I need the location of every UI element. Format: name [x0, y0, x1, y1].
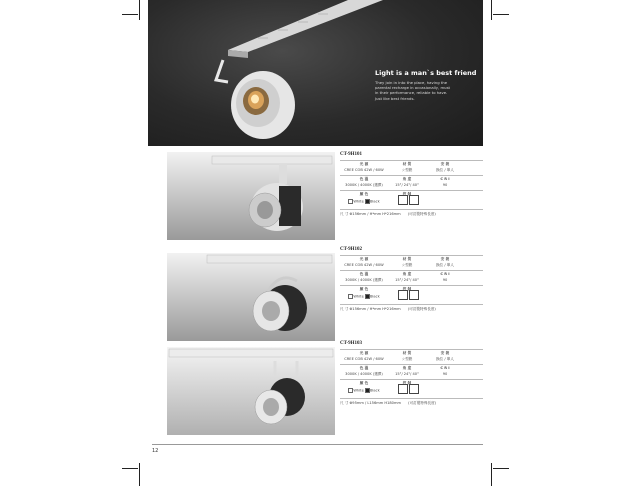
- size-line: [340, 307, 483, 312]
- value-install: 換位 / 單人: [436, 357, 454, 361]
- size-text: 尺 寸 Φ95mm / L156mm H180mm: [340, 401, 401, 405]
- hero-body: [375, 80, 467, 101]
- size-line: [340, 401, 483, 406]
- crop-mark: [139, 0, 140, 20]
- spec-value-row: [340, 372, 483, 378]
- header-cri: C R I: [440, 366, 450, 370]
- size-note: (可訂製特殊長度): [407, 307, 436, 311]
- crop-mark: [139, 463, 140, 486]
- header-angle: 角 度: [402, 272, 412, 276]
- size-line: [340, 212, 483, 217]
- size-note: (可訂製特殊長度): [407, 212, 436, 216]
- product-photo: [167, 347, 335, 435]
- hero-body-line: parental recharge in occasionally, must: [375, 85, 451, 91]
- header-install: 安 裝: [440, 257, 450, 261]
- value-source: CREE COB 42W / 60W: [344, 357, 384, 361]
- dimmer-icon: [398, 290, 408, 300]
- size-text: 尺 寸 Φ156mm / H*mm H*216mm: [340, 212, 401, 216]
- white-label: White: [353, 388, 364, 393]
- value-cri: 90: [442, 372, 448, 376]
- header-source: 光 源: [359, 257, 369, 261]
- divider: [340, 209, 483, 210]
- product-photo: [167, 253, 335, 341]
- value-install: 換位 / 單人: [436, 263, 454, 267]
- header-color: 顏 色: [359, 381, 369, 385]
- value-angle: 15°/ 24°/ 40°: [395, 183, 419, 187]
- value-angle: 15°/ 24°/ 40°: [395, 372, 419, 376]
- color-options: [340, 388, 388, 393]
- header-control: 控 制: [402, 287, 412, 291]
- black-label: Black: [369, 199, 380, 204]
- hero-body-line: They join in into the place, having the: [375, 80, 448, 85]
- divider: [340, 285, 483, 286]
- header-material: 材 質: [402, 162, 412, 166]
- value-install: 換位 / 單人: [436, 168, 454, 172]
- value-cri: 90: [442, 183, 448, 187]
- footer-divider: [152, 444, 483, 445]
- header-color: 顏 色: [359, 192, 369, 196]
- header-cct: 色 溫: [359, 177, 369, 181]
- spec-value-row: [340, 263, 483, 269]
- header-control: 控 制: [402, 381, 412, 385]
- divider: [340, 160, 483, 161]
- divider: [340, 304, 483, 305]
- value-material: ㄓ型鋁: [401, 357, 413, 361]
- spec-value-row: [340, 278, 483, 284]
- spec-value-row: [340, 168, 483, 174]
- white-label: White: [353, 199, 364, 204]
- size-note: (可訂製特殊長度): [408, 401, 437, 405]
- crop-mark: [493, 14, 509, 15]
- dimmer-icon: [398, 195, 408, 205]
- divider: [340, 379, 483, 380]
- value-angle: 15°/ 24°/ 40°: [395, 278, 419, 282]
- value-cri: 90: [442, 278, 448, 282]
- header-material: 材 質: [402, 351, 412, 355]
- header-control: 控 制: [402, 192, 412, 196]
- value-cct: 3000K / 4000K (選擇): [345, 278, 383, 282]
- product-model: CT-9H101: [340, 152, 363, 157]
- white-label: White: [353, 294, 364, 299]
- spotlight-product-image: [167, 152, 335, 240]
- header-cct: 色 溫: [359, 272, 369, 276]
- header-angle: 角 度: [402, 366, 412, 370]
- spotlight-product-image: [167, 253, 335, 341]
- control-icons: [398, 384, 420, 395]
- header-source: 光 源: [359, 351, 369, 355]
- crop-mark: [493, 468, 509, 469]
- header-material: 材 質: [402, 257, 412, 261]
- divider: [340, 398, 483, 399]
- divider: [340, 175, 483, 176]
- color-options: [340, 199, 388, 204]
- rotate-icon: [409, 195, 419, 205]
- color-options: [340, 294, 388, 299]
- value-material: ㄓ型鋁: [401, 263, 413, 267]
- dimmer-icon: [398, 384, 408, 394]
- value-cct: 3000K / 4000K (選擇): [345, 372, 383, 376]
- spotlight-product-image: [167, 347, 335, 435]
- product-photo: [167, 152, 335, 240]
- header-angle: 角 度: [402, 177, 412, 181]
- header-color: 顏 色: [359, 287, 369, 291]
- product-model: CT-9H102: [340, 247, 363, 252]
- size-text: 尺 寸 Φ156mm / H*mm H*216mm: [340, 307, 401, 311]
- header-cct: 色 溫: [359, 366, 369, 370]
- value-source: CREE COB 42W / 60W: [344, 263, 384, 267]
- control-icons: [398, 195, 420, 206]
- hero-body-line: Just like best friends.: [375, 95, 415, 101]
- crop-mark: [491, 0, 492, 20]
- control-icons: [398, 290, 420, 301]
- crop-mark: [491, 463, 492, 486]
- header-install: 安 裝: [440, 162, 450, 166]
- hero-banner: [148, 0, 483, 146]
- black-label: Black: [369, 388, 380, 393]
- crop-mark: [122, 468, 138, 469]
- page-number: 12: [152, 448, 159, 454]
- divider: [340, 190, 483, 191]
- rotate-icon: [409, 290, 419, 300]
- header-install: 安 裝: [440, 351, 450, 355]
- value-material: ㄓ型鋁: [401, 168, 413, 172]
- header-cri: C R I: [440, 177, 450, 181]
- crop-mark: [122, 14, 138, 15]
- value-source: CREE COB 42W / 60W: [344, 168, 384, 172]
- divider: [340, 270, 483, 271]
- header-cri: C R I: [440, 272, 450, 276]
- hero-title: Light is a man`s best friend: [375, 69, 477, 77]
- spec-value-row: [340, 183, 483, 189]
- spec-value-row: [340, 357, 483, 363]
- divider: [340, 349, 483, 350]
- hero-body-line: in their performance, reliable to have.: [375, 90, 448, 96]
- rotate-icon: [409, 384, 419, 394]
- product-model: CT-9H103: [340, 341, 363, 346]
- divider: [340, 364, 483, 365]
- divider: [340, 255, 483, 256]
- black-label: Black: [369, 294, 380, 299]
- value-cct: 3000K / 4000K (選擇): [345, 183, 383, 187]
- header-source: 光 源: [359, 162, 369, 166]
